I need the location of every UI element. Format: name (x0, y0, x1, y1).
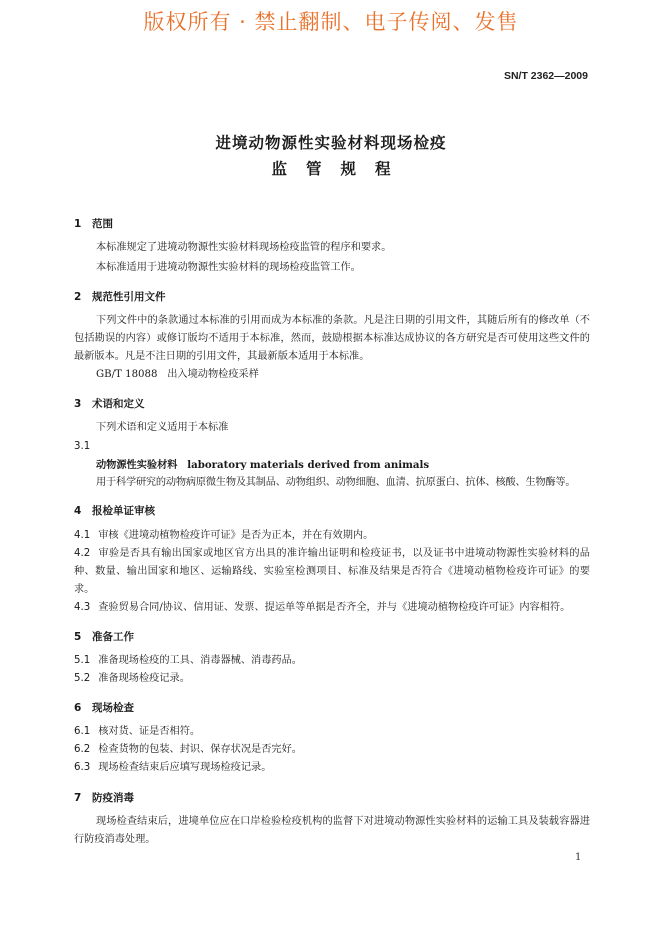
section-number: 5 (74, 631, 82, 643)
term-definition: 用于科学研究的动物病原微生物及其制品、动物组织、动物细胞、血清、抗原蛋白、抗体、核酸、生物酶等。 (96, 477, 576, 488)
section-number: 2 (74, 291, 82, 303)
clause-6-3 (74, 759, 590, 777)
clause-4-3 (74, 599, 590, 617)
document-title: 进境动物源性实验材料现场检疫 (215, 134, 447, 152)
clause-4-1 (74, 527, 590, 545)
clause-4-2 (74, 545, 590, 599)
section-number: 6 (74, 702, 82, 714)
section-heading-document-review (74, 503, 155, 518)
section-heading-normative-references (74, 289, 166, 304)
paragraph: 现场检查结束后，进境单位应在口岸检验检疫机构的监督下对进境动物源性实验材料的运输工具及装载容器进行防疫消毒处理。 (74, 816, 590, 845)
reference-title: 出入境动物检疫采样 (167, 369, 259, 380)
clause-number: 3.1 (74, 441, 91, 452)
reference-entry (96, 366, 259, 384)
clause-text: 核对货、证是否相符。 (98, 726, 201, 737)
paragraph: 下列文件中的条款通过本标准的引用而成为本标准的条款。凡是注日期的引用文件，其随后所有的修改单（不包括勘误的内容）或修订版均不适用于本标准，然而，鼓励根据本标准达成协议的各方研究是否可使用这些文件的最新版本。凡是不注日期的引用文件，其最新版本适用于本标准。 (74, 315, 590, 362)
clause-5-1 (74, 652, 590, 670)
clause-number: 6.3 (74, 762, 91, 773)
paragraph: 下列术语和定义适用于本标准 (96, 422, 229, 433)
section-title: 准备工作 (92, 631, 134, 643)
clause-5-2 (74, 670, 590, 688)
section-heading-onsite-inspection (74, 700, 134, 715)
page-number: 1 (575, 852, 582, 863)
clause-number: 5.2 (74, 673, 91, 684)
section-heading-preparation (74, 629, 134, 644)
section-heading-disinfection (74, 790, 134, 805)
clause-text: 查验贸易合同/协议、信用证、发票、提运单等单据是否齐全，并与《进境动植物检疫许可证》内容相符。 (98, 602, 571, 613)
section-title: 规范性引用文件 (92, 291, 166, 303)
standard-number: SN/T 2362—2009 (503, 70, 588, 82)
clause-number: 4.2 (74, 548, 91, 559)
clause-number: 6.1 (74, 726, 91, 737)
section-heading-scope (74, 216, 113, 231)
clause-text: 现场检查结束后应填写现场检疫记录。 (98, 762, 272, 773)
clause-text: 审验是否具有输出国家或地区官方出具的准许输出证明和检疫证书，以及证书中进境动物源性实验材料的品种、数量、输出国家和地区、运输路线、实验室检测项目、标准及结果是否符合《进境动植物检疫许可证》的要求。 (74, 548, 590, 595)
section-number: 4 (74, 505, 82, 517)
section-number: 3 (74, 398, 82, 410)
section-title: 术语和定义 (92, 398, 145, 410)
clause-text: 准备现场检疫的工具、消毒器械、消毒药品。 (98, 655, 302, 666)
clause-text: 准备现场检疫记录。 (98, 673, 190, 684)
clause-text: 审核《进境动植物检疫许可证》是否为正本，并在有效期内。 (98, 530, 374, 541)
section-title: 现场检查 (92, 702, 134, 714)
section-heading-terms (74, 396, 145, 411)
paragraph: 本标准规定了进境动物源性实验材料现场检疫监管的程序和要求。 (96, 242, 392, 253)
section-number: 7 (74, 792, 82, 804)
document-subtitle: 监管规程 (271, 160, 410, 178)
term-chinese: 动物源性实验材料 (96, 460, 178, 471)
clause-6-2 (74, 741, 590, 759)
clause-number: 4.1 (74, 530, 91, 541)
clause-number: 6.2 (74, 744, 91, 755)
clause-number: 4.3 (74, 602, 91, 613)
term-english: laboratory materials derived from animals (187, 459, 430, 471)
clause-text: 检查货物的包装、封识、保存状况是否完好。 (98, 744, 302, 755)
section-title: 报检单证审核 (92, 505, 155, 517)
paragraph: 本标准适用于进境动物源性实验材料的现场检疫监管工作。 (96, 262, 361, 273)
section-title: 范围 (92, 218, 113, 230)
copyright-banner: 版权所有 · 禁止翻制、电子传阅、发售 (143, 10, 519, 34)
clause-number: 5.1 (74, 655, 91, 666)
section-number: 1 (74, 218, 82, 230)
section-title: 防疫消毒 (92, 792, 134, 804)
reference-code: GB/T 18088 (96, 369, 158, 380)
term-entry (96, 456, 429, 475)
clause-6-1 (74, 723, 590, 741)
